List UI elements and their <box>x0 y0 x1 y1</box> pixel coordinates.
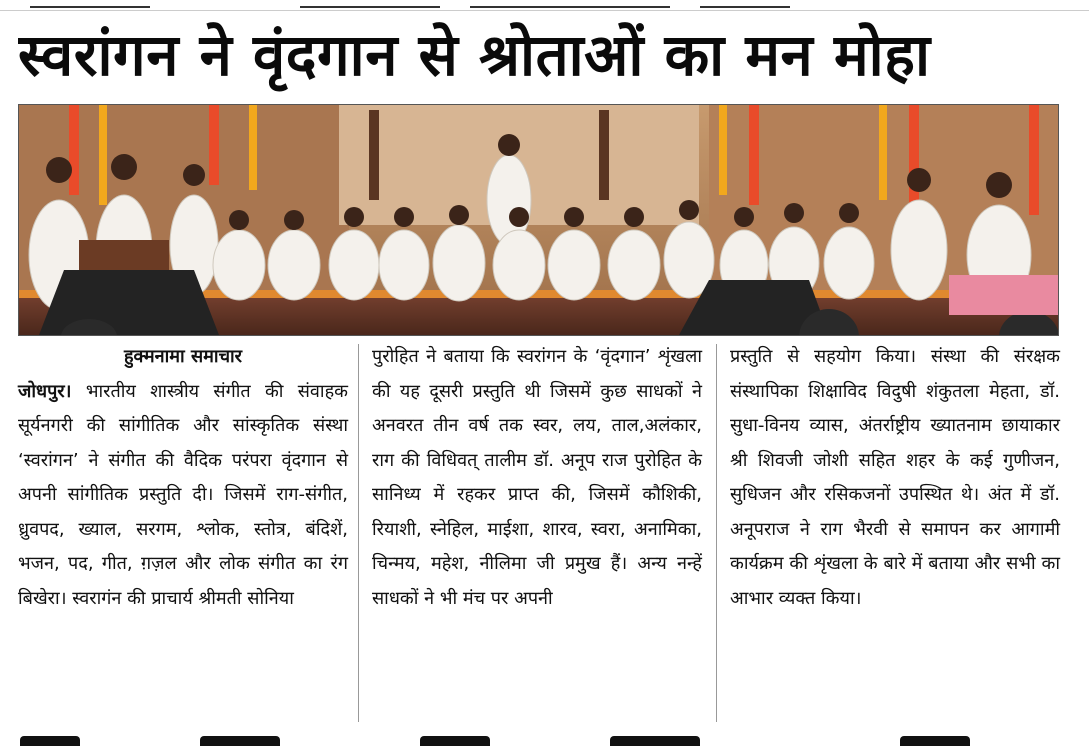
column-1-text: भारतीय शास्त्रीय संगीत की संवाहक सूर्यनगरी की सांगीतिक और सांस्कृतिक संस्था ‘स्वरांगन’ ने संगीत की वैदिक परंपरा वृंदगान से अपनी सांगीतिक प्रस्तुति दी। जिसमें राग-संगीत, ध्रुवपद, ख्याल, सरगम, श्लोक, स्तोत्र, बंदिशें, भजन, पद, गीत, ग़ज़ल और लोक संगीत का रंग बिखेरा। स्वरागंन की प्राचार्य श्रीमती सोनिया <box>18 380 348 609</box>
column-1-paragraph <box>18 375 348 617</box>
decor-right <box>949 275 1058 315</box>
column-2-text: पुरोहित ने बताया कि स्वरांगन के ‘वृंदगान’ शृंखला की यह दूसरी प्रस्तुति थी जिसमें कुछ साधकों ने अनवरत तीन वर्ष तक स्वर, लय, ताल,अलंकार, राग की विधिवत् तालीम डॉ. अनूप राज पुरोहित के सानिध्य में रहकर प्राप्त की, जिसमें कौशिकी, रियाशी, स्नेहिल, माईशा, शारव, स्वरा, अनामिका, चिन्मय, महेश, नीलिमा जी प्रमुख हैं। अन्य नन्हें साधकों ने भी मंच पर अपनी <box>372 346 702 609</box>
article-byline: हुक्मनामा समाचार <box>123 346 243 367</box>
article-column-3 <box>730 340 1060 725</box>
column-3-text: प्रस्तुति से सहयोग किया। संस्था की संरक्षक संस्थापिका शिक्षाविद विदुषी शंकुतला मेहता, डॉ. सुधा-विनय व्यास, अंतर्राष्ट्रीय ख्यातनाम छायाकार श्री शिवजी जोशी सहित शहर के कई गुणीजन, सुधिजन और रसिकजनों उपस्थित थे। अंत में डॉ. अनूपराज ने राग भैरवी से समापन कर आगामी कार्यक्रम की शृंखला के बारे में बताया और सभी का आभार व्यक्त किया। <box>730 346 1060 609</box>
article-column-1 <box>18 340 348 725</box>
harmonium <box>79 240 169 270</box>
column-divider-1 <box>358 344 359 722</box>
article-dateline: जोधपुर। <box>18 380 72 402</box>
column-divider-2 <box>716 344 717 722</box>
article-headline: स्वरांगन ने वृंदगान से श्रोताओं का मन मोहा <box>18 21 931 89</box>
next-article-cutoff <box>0 732 1089 746</box>
article-column-2 <box>372 340 702 725</box>
article-photo <box>18 104 1059 336</box>
previous-article-cutoff <box>0 0 1089 11</box>
